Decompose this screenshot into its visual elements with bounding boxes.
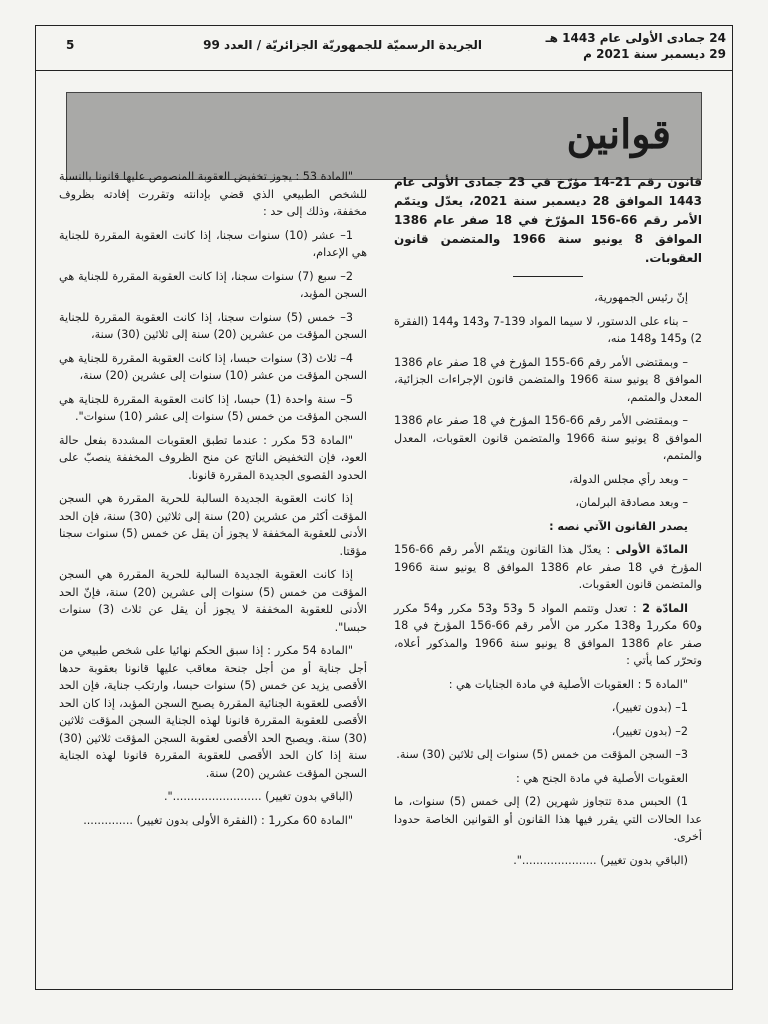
gazette-page [35,25,733,990]
paragraph: 2– سبع (7) سنوات سجنا، إذا كانت العقوبة المقررة للجناية هي السجن المؤبد، [59,269,367,300]
header-date [546,30,726,62]
right-column [394,173,702,875]
paragraph: "المادة 5 : العقوبات الأصلية في مادة الجنايات هي : [448,677,688,691]
header-date-hijri: 24 جمادى الأولى عام 1443 هـ [545,31,726,45]
enactment-line: يصدر القانون الآتي نصه : [549,519,688,533]
paragraph: "المادة 53 مكرر : عندما تطبق العقوبات المشددة بفعل حالة العود، فإن التخفيض الناتج عن منح الظروف المخففة ينصبّ على الحدود القصوى الجديدة المقررة قانونا. [59,433,367,482]
article-2-text: : تعدل وتتمم المواد 5 و53 و53 مكرر و54 مكرر و60 مكرر1 و138 مكرر من الأمر رقم 66-156 المؤرخ في 18 صفر عام 1386 الموافق 8 يونيو سنة 1966 والمذكور أعلاه، وتحرّر كما يأتي : [394,601,702,667]
paragraph: 4– ثلاث (3) سنوات حبسا، إذا كانت العقوبة المقررة للجناية هي السجن المؤقت من عشر (10) سنوات إلى عشرين (20) سنة، [59,351,367,382]
paragraph: – وبمقتضى الأمر رقم 66-156 المؤرخ في 18 صفر عام 1386 الموافق 8 يونيو سنة 1966 والمتضمن قانون العقوبات، المعدل والمتمم، [394,414,702,462]
article-1 [394,541,702,594]
paragraph: 2– (بدون تغيير)، [611,724,688,738]
paragraph: – وبعد رأي مجلس الدولة، [569,472,688,486]
paragraph: 1) الحبس مدة تتجاوز شهرين (2) إلى خمس (5) سنوات، ما عدا الحالات التي يقرر فيها هذا القانون أو القوانين الخاصة حدودا أخرى. [394,795,702,843]
paragraph: (الباقي بدون تغيير) .........................". [163,790,353,803]
paragraph: – وبعد مصادقة البرلمان، [575,496,688,509]
paragraph: 3– السجن المؤقت من خمس (5) سنوات إلى ثلاثين (30) سنة. [396,748,688,761]
paragraph: العقوبات الأصلية في مادة الجنح هي : [515,771,688,785]
header-date-gregorian: 29 ديسمبر سنة 2021 م [583,47,726,61]
law-title: قانون رقم 21-14 مؤرّخ في 23 جمادى الأولى عام 1443 الموافق 28 ديسمبر سنة 2021، يعدّل ويتمّم الأمر رقم 66-156 المؤرّخ في 18 صفر عام 1386 الموافق 8 يونيو سنة 1966 والمتضمن قانون العقوبات. [394,175,703,265]
paragraph: "المادة 54 مكرر : إذا سبق الحكم نهائيا على شخص طبيعي من أجل جناية أو من أجل جنحة معاقب عليها قانونا بعقوبة حدها الأقصى يزيد عن خمس (5) سنوات حبسا، وارتكب جناية، فإن الحد الأقصى للعقوبة الجنائية المقررة يصبح السجن المؤبد، إذا كان الحد الأقصى للعقوبة المقررة قانونا لهذه الجناية السجن المؤقت ثلاثين (30) سنة. ويصبح الحد الأقصى لعقوبة السجن المؤقت ثلاثين (30) سنة إذا كان الحد الأقصى للعقوبة المقررة قانونا لهذه الجناية السجن المؤقت عشرين (20) سنة. [59,644,367,780]
paragraph: 1– عشر (10) سنوات سجنا، إذا كانت العقوبة المقررة للجناية هي الإعدام، [59,228,367,259]
paragraph: – وبمقتضى الأمر رقم 66-155 المؤرخ في 18 صفر عام 1386 الموافق 8 يونيو سنة 1966 والمتضمن قانون الإجراءات الجزائية، المعدل والمتمم، [394,355,702,404]
section-banner [66,92,702,180]
paragraph: إنّ رئيس الجمهورية، [594,291,688,304]
left-column [59,168,367,835]
separator-line [513,276,583,277]
paragraph: إذا كانت العقوبة الجديدة السالبة للحرية المقررة هي السجن المؤقت من خمس (5) سنوات إلى عشرين (20) سنة، فإنّ الحد الأدنى للعقوبة المخففة لا يجوز أن يقل عن ثلاث (3) سنوات حبسا". [59,568,368,634]
banner-title: قوانين [566,111,671,158]
article-2-label: المادّة 2 [642,601,688,615]
paragraph: 5– سنة واحدة (1) حبسا، إذا كانت العقوبة المقررة للجناية هي السجن المؤقت من خمس (5) سنوات إلى عشر (10) سنوات". [59,392,367,423]
paragraph: – بناء على الدستور، لا سيما المواد 139-7 و143 و144 (الفقرة 2) و145 و148 منه، [394,314,702,345]
article-1-label: المادّة الأولى [615,543,688,556]
paragraph: (الباقي بدون تغيير) .....................". [513,853,688,867]
paragraph: إذا كانت العقوبة الجديدة السالبة للحرية المقررة هي السجن المؤقت أكثر من عشرين (20) سنة إلى ثلاثين (30) سنة، فإن الحد الأدنى للعقوبة المخففة لا يجوز أن يقل عن خمس (5) سنوات سجنا مؤقتا. [59,492,367,558]
page-number: 5 [66,38,75,52]
article-2 [394,600,702,670]
page-header [36,26,732,71]
paragraph: "المادة 60 مكرر1 : (الفقرة الأولى بدون تغيير) .............. [83,813,353,827]
paragraph: 3– خمس (5) سنوات سجنا، إذا كانت العقوبة المقررة للجناية السجن المؤقت من عشرين (20) سنة إلى ثلاثين (30) سنة، [59,310,367,341]
gazette-title: الجريدة الرسميّة للجمهوريّة الجزائريّة / العدد 99 [203,38,482,52]
paragraph: "المادة 53 : يجوز تخفيض العقوبة المنصوص عليها قانونا بالنسبة للشخص الطبيعي الذي قضي بإدانته وتقررت إفادته بظروف مخففة، وذلك إلى حد : [58,170,367,218]
article-1-text: : يعدّل هذا القانون ويتمّم الأمر رقم 66-156 المؤرخ في 18 صفر عام 1386 الموافق 8 يونيو سنة 1966 والمتضمن قانون العقوبات. [394,543,702,591]
paragraph: 1– (بدون تغيير)، [611,701,688,714]
